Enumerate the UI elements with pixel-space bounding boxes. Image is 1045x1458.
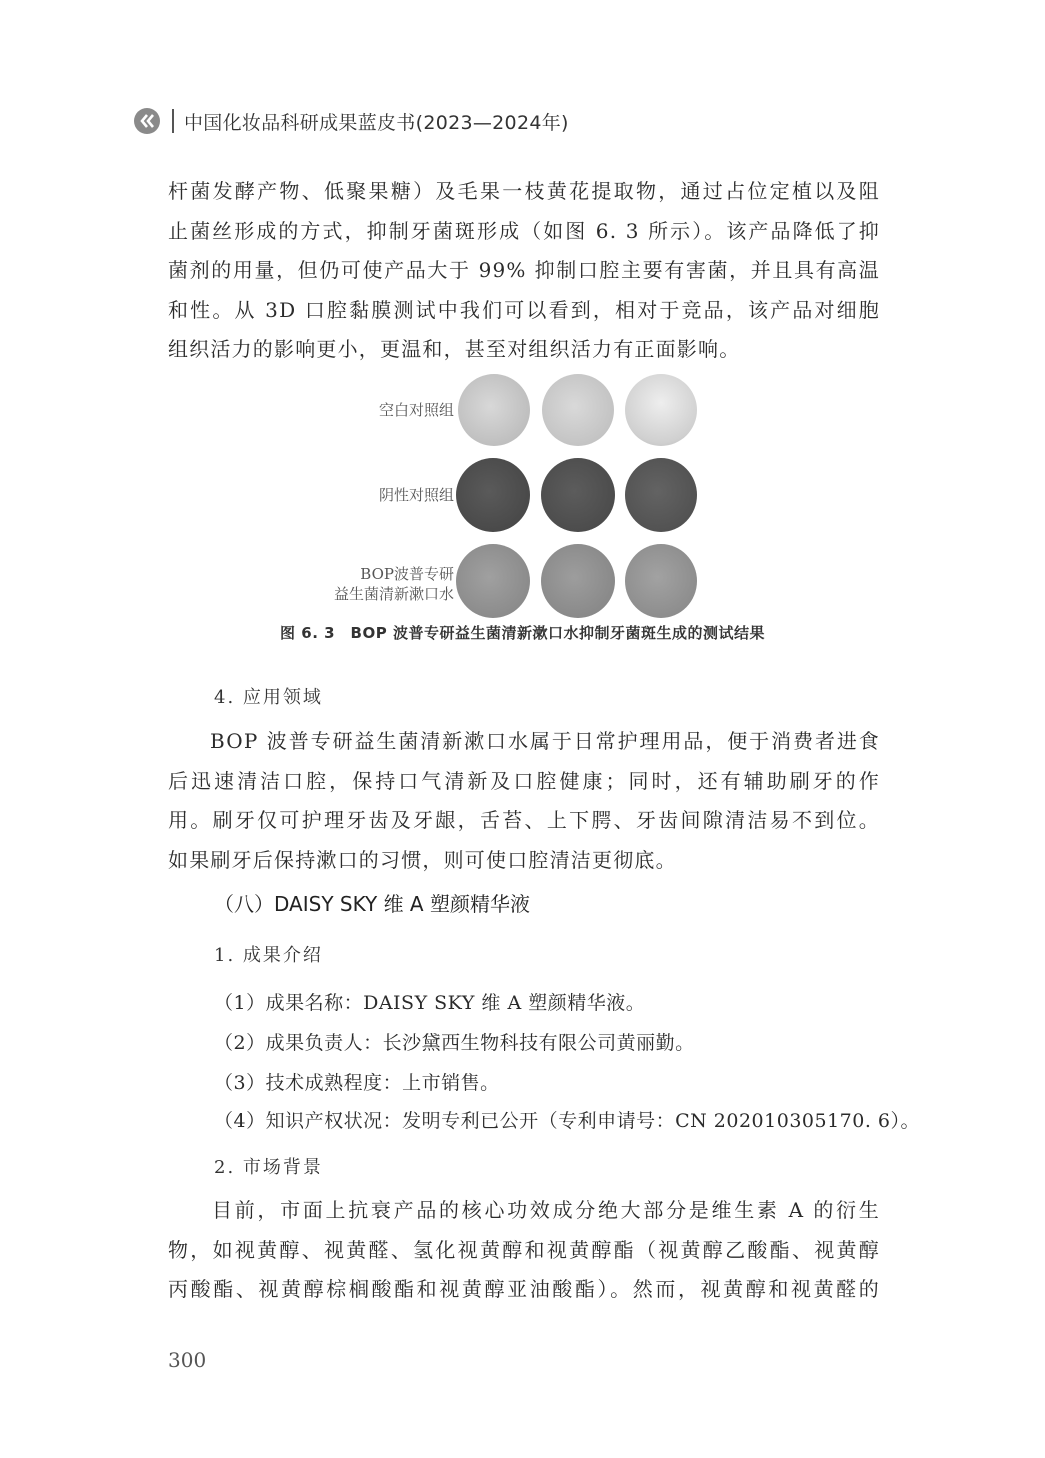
- petri-dish: [625, 374, 697, 446]
- text-line: 和性。从 3D 口腔黏膜测试中我们可以看到，相对于竞品，该产品对细胞: [168, 297, 880, 322]
- figure-caption: 图 6. 3 BOP 波普专研益生菌清新漱口水抑制牙菌斑生成的测试结果: [280, 624, 765, 642]
- text-line: 后迅速清洁口腔，保持口气清新及口腔健康；同时，还有辅助刷牙的作: [168, 768, 880, 793]
- text-line: 如果刷牙后保持漱口的习惯，则可使口腔清洁更彻底。: [168, 847, 677, 872]
- text-line: 用。刷牙仅可护理牙齿及牙龈，舌苔、上下腭、牙齿间隙清洁易不到位。: [168, 808, 880, 832]
- petri-dish: [625, 544, 697, 618]
- text-line: 组织活力的影响更小，更温和，甚至对组织活力有正面影响。: [168, 337, 741, 361]
- row-label-blank-control: 空白对照组: [378, 401, 454, 419]
- petri-dish: [541, 458, 615, 532]
- subheading-intro: 1. 成果介绍: [214, 945, 323, 966]
- row-label-negative-control: 阴性对照组: [378, 486, 454, 504]
- paragraph-3: [168, 1191, 880, 1310]
- list-item: （1）成果名称：DAISY SKY 维 A 塑颜精华液。: [214, 992, 646, 1014]
- page-number: 300: [168, 1348, 207, 1372]
- petri-dish: [625, 458, 697, 532]
- double-chevron-left-icon: [134, 108, 160, 134]
- petri-dish: [541, 544, 615, 618]
- text-line: 丙酸酯、视黄醇棕榈酸酯和视黄醇亚油酸酯）。然而，视黄醇和视黄醛的: [168, 1277, 880, 1301]
- petri-dish: [542, 374, 614, 446]
- header-divider: [172, 109, 174, 133]
- petri-dish: [456, 458, 530, 532]
- text-line: 目前，市面上抗衰产品的核心功效成分绝大部分是维生素 A 的衍生: [212, 1198, 880, 1222]
- list-item: （4）知识产权状况：发明专利已公开（专利申请号：CN 202010305170. 6）。: [214, 1110, 921, 1132]
- petri-dish: [456, 544, 530, 618]
- row-label-bop-mouthwash: BOP波普专研 益生菌清新漱口水: [333, 565, 454, 603]
- list-item: （3）技术成熟程度：上市销售。: [214, 1072, 500, 1094]
- paragraph-1: [168, 172, 880, 370]
- text-line: BOP 波普专研益生菌清新漱口水属于日常护理用品，便于消费者进食: [210, 729, 880, 753]
- figure-6-3: [300, 370, 720, 610]
- subheading-application: 4. 应用领域: [214, 687, 323, 708]
- book-title: 中国化妆品科研成果蓝皮书(2023—2024年): [184, 111, 569, 134]
- petri-dish: [458, 374, 530, 446]
- text-line: 菌剂的用量，但仍可使产品大于 99% 抑制口腔主要有害菌，并且具有高温: [168, 258, 880, 282]
- text-line: 止菌丝形成的方式，抑制牙菌斑形成（如图 6. 3 所示）。该产品降低了抑: [168, 218, 880, 243]
- running-header: [134, 106, 569, 136]
- paragraph-2: [168, 722, 880, 880]
- text-line: 物，如视黄醇、视黄醛、氢化视黄醇和视黄醇酯（视黄醇乙酸酯、视黄醇: [168, 1237, 880, 1262]
- text-line: 杆菌发酵产物、低聚果糖）及毛果一枝黄花提取物，通过占位定植以及阻: [168, 179, 880, 203]
- subheading-market: 2. 市场背景: [214, 1157, 323, 1178]
- section-heading-8: （八）DAISY SKY 维 A 塑颜精华液: [214, 892, 530, 916]
- list-item: （2）成果负责人：长沙黛西生物科技有限公司黄丽勤。: [214, 1032, 695, 1054]
